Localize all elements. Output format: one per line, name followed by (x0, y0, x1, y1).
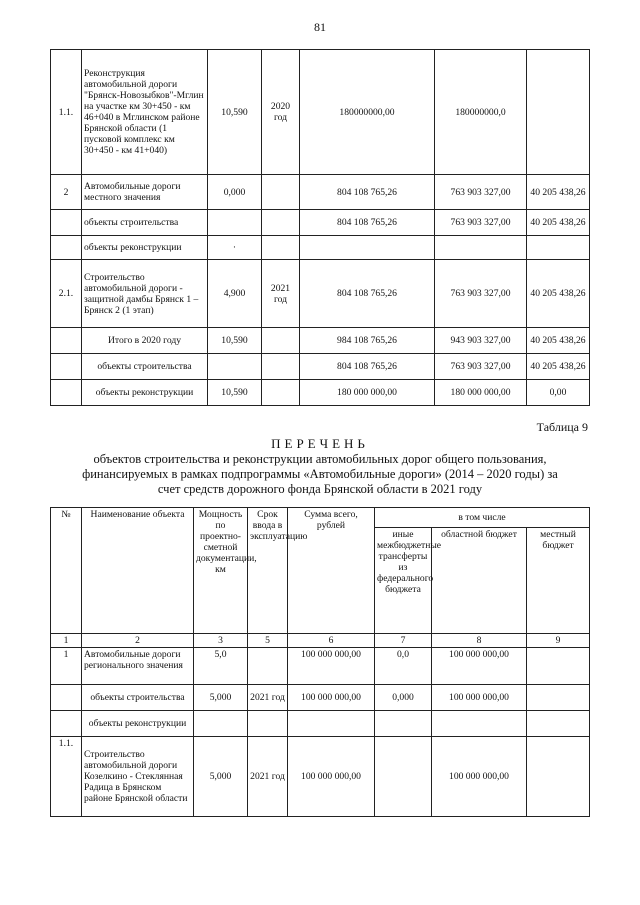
page-number: 81 (314, 20, 326, 34)
cell-regional: 763 903 327,00 (435, 175, 527, 210)
table-row (51, 260, 590, 328)
cell-federal (375, 711, 432, 737)
cell-sum: 100 000 000,00 (288, 685, 375, 711)
cell-year (262, 210, 300, 236)
cell-local: 40 205 438,26 (527, 328, 590, 354)
cell-sum (288, 711, 375, 737)
cell-regional: 180 000 000,00 (435, 380, 527, 406)
header-local: местный бюджет (527, 528, 590, 634)
cell-sum: 100 000 000,00 (288, 737, 375, 817)
cell-num (51, 328, 82, 354)
cell-capacity: 0,000 (208, 175, 262, 210)
header-capacity: Мощность по проектно-сметной документации, км (194, 508, 248, 634)
heading-line-1: объектов строительства и реконструкции автомобильных дорог общего пользования, (93, 452, 547, 466)
cell-name: Реконструкция автомобильной дороги "Брянск-Новозыбков"-Мглин на участке км 30+450 - км 46+040 в Мглинском районе Брянской области (1 пусковой комплекс км 30+450 - км 41+040) (82, 50, 208, 175)
cell-year (262, 236, 300, 260)
cell-local (527, 50, 590, 175)
table-row (51, 685, 590, 711)
cell-name: Итого в 2020 году (82, 328, 208, 354)
header-name: Наименование объекта (82, 508, 194, 634)
col-number: 7 (375, 634, 432, 648)
cell-regional (432, 711, 527, 737)
cell-year: 2021 год (248, 737, 288, 817)
col-number: 6 (288, 634, 375, 648)
cell-regional: 100 000 000,00 (432, 648, 527, 685)
cell-capacity: 10,590 (208, 50, 262, 175)
cell-local (527, 737, 590, 817)
cell-federal: 0,000 (375, 685, 432, 711)
table-row (51, 50, 590, 175)
table-row (51, 354, 590, 380)
col-number: 5 (248, 634, 288, 648)
heading-line-3: счет средств дорожного фонда Брянской области в 2021 году (157, 482, 483, 496)
cell-regional: 763 903 327,00 (435, 210, 527, 236)
cell-regional: 943 903 327,00 (435, 328, 527, 354)
heading-line-2: финансируемых в рамках подпрограммы «Автомобильные дороги» (2014 – 2020 годы) за (82, 467, 558, 481)
cell-capacity (208, 210, 262, 236)
cell-capacity: 10,590 (208, 380, 262, 406)
table-row (51, 648, 590, 685)
header-year: Срок ввода в эксплуатацию (248, 508, 288, 634)
cell-num (51, 210, 82, 236)
header-num: № (51, 508, 82, 634)
cell-sum: 804 108 765,26 (300, 354, 435, 380)
header-including: в том числе (375, 508, 590, 528)
cell-sum: 984 108 765,26 (300, 328, 435, 354)
cell-regional: 180000000,0 (435, 50, 527, 175)
cell-capacity: 4,900 (208, 260, 262, 328)
cell-local: 40 205 438,26 (527, 210, 590, 236)
cell-sum: 180 000 000,00 (300, 380, 435, 406)
cell-year (262, 328, 300, 354)
cell-year: 2021 год (248, 685, 288, 711)
cell-num (51, 380, 82, 406)
cell-local (527, 648, 590, 685)
cell-local: 40 205 438,26 (527, 354, 590, 380)
cell-capacity: · (208, 236, 262, 260)
cell-sum: 100 000 000,00 (288, 648, 375, 685)
table-financing-2021 (50, 507, 590, 817)
cell-local (527, 685, 590, 711)
cell-regional: 100 000 000,00 (432, 737, 527, 817)
table-row (51, 175, 590, 210)
cell-name: Автомобильные дороги местного значения (82, 175, 208, 210)
cell-regional: 763 903 327,00 (435, 354, 527, 380)
cell-num (51, 711, 82, 737)
column-numbers-row (51, 634, 590, 648)
cell-num: 1.1. (51, 50, 82, 175)
table-label: Таблица 9 (536, 420, 588, 434)
cell-name: Строительство автомобильной дороги Козелкино - Стеклянная Радица в Брянском районе Брянской области (82, 737, 194, 817)
header-federal: иные межбюджетные трансферты из федерального бюджета (375, 528, 432, 634)
cell-year (262, 380, 300, 406)
cell-num (51, 685, 82, 711)
col-number: 1 (51, 634, 82, 648)
header-sum: Сумма всего, рублей (288, 508, 375, 634)
cell-sum: 180000000,00 (300, 50, 435, 175)
col-number: 3 (194, 634, 248, 648)
cell-local: 0,00 (527, 380, 590, 406)
cell-name: Автомобильные дороги регионального значения (82, 648, 194, 685)
cell-local: 40 205 438,26 (527, 175, 590, 210)
cell-capacity: 10,590 (208, 328, 262, 354)
table-row (51, 236, 590, 260)
table-row (51, 711, 590, 737)
cell-local (527, 236, 590, 260)
cell-num: 1.1. (51, 737, 82, 817)
cell-local (527, 711, 590, 737)
table-continued (50, 49, 590, 406)
cell-num: 2.1. (51, 260, 82, 328)
header-row (51, 508, 590, 528)
cell-capacity (208, 354, 262, 380)
cell-year (248, 648, 288, 685)
cell-name: Строительство автомобильной дороги - защитной дамбы Брянск 1 – Брянск 2 (1 этап) (82, 260, 208, 328)
table-row (51, 210, 590, 236)
cell-regional (435, 236, 527, 260)
cell-federal (375, 737, 432, 817)
cell-sum: 804 108 765,26 (300, 175, 435, 210)
col-number: 8 (432, 634, 527, 648)
col-number: 9 (527, 634, 590, 648)
cell-name: объекты строительства (82, 354, 208, 380)
cell-capacity: 5,0 (194, 648, 248, 685)
cell-sum: 804 108 765,26 (300, 260, 435, 328)
cell-num (51, 354, 82, 380)
cell-year (248, 711, 288, 737)
table-row (51, 737, 590, 817)
cell-name: объекты строительства (82, 210, 208, 236)
cell-local: 40 205 438,26 (527, 260, 590, 328)
cell-year: 2020 год (262, 50, 300, 175)
cell-year (262, 175, 300, 210)
cell-name: объекты реконструкции (82, 711, 194, 737)
cell-regional: 100 000 000,00 (432, 685, 527, 711)
cell-name: объекты строительства (82, 685, 194, 711)
cell-sum (300, 236, 435, 260)
cell-num: 1 (51, 648, 82, 685)
col-number: 2 (82, 634, 194, 648)
cell-federal: 0,0 (375, 648, 432, 685)
cell-regional: 763 903 327,00 (435, 260, 527, 328)
cell-capacity: 5,000 (194, 737, 248, 817)
heading-title: ПЕРЕЧЕНЬ (271, 436, 369, 451)
cell-name: объекты реконструкции (82, 380, 208, 406)
cell-sum: 804 108 765,26 (300, 210, 435, 236)
cell-num (51, 236, 82, 260)
table-row (51, 380, 590, 406)
cell-year: 2021 год (262, 260, 300, 328)
header-regional: областной бюджет (432, 528, 527, 634)
table-row (51, 328, 590, 354)
cell-capacity (194, 711, 248, 737)
cell-capacity: 5,000 (194, 685, 248, 711)
cell-name: объекты реконструкции (82, 236, 208, 260)
cell-num: 2 (51, 175, 82, 210)
cell-year (262, 354, 300, 380)
